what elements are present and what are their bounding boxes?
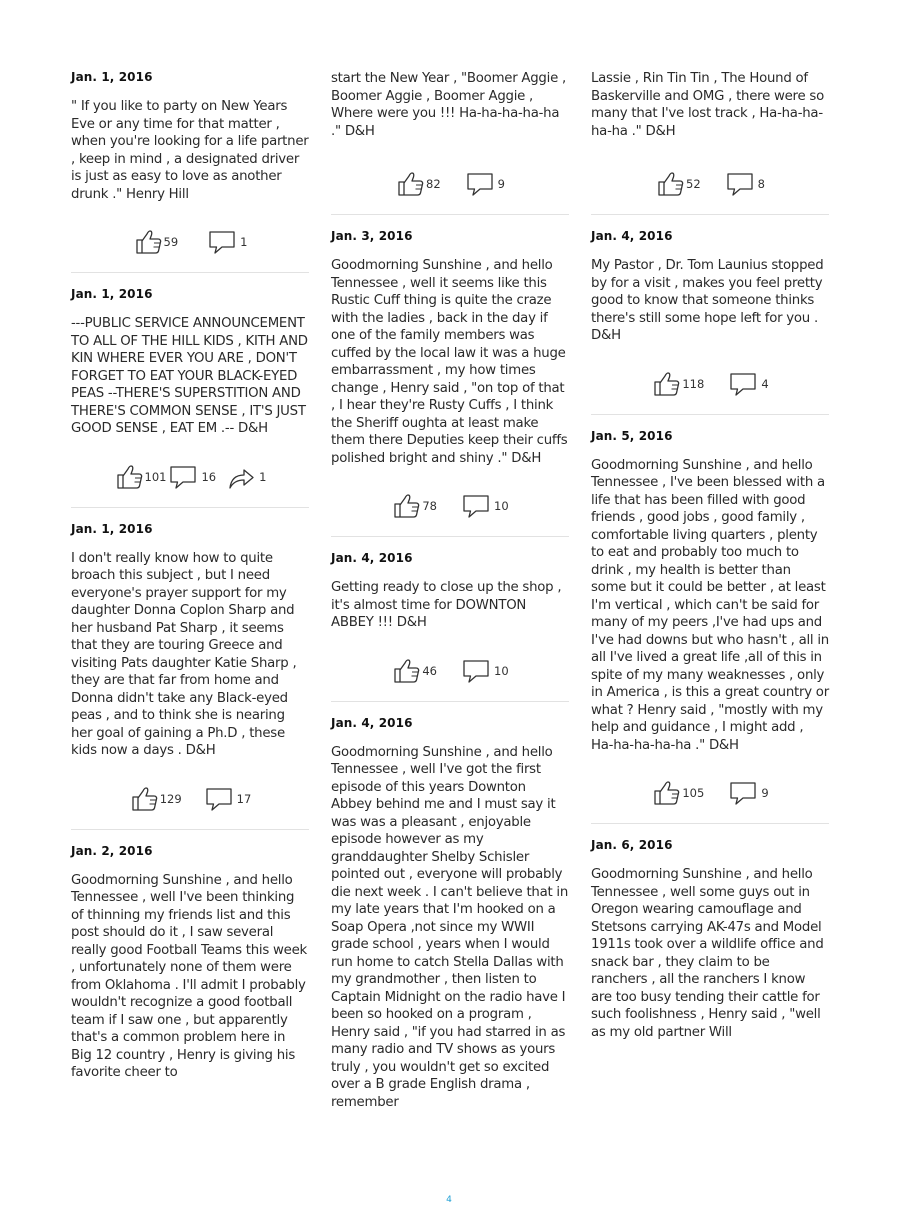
post-text: My Pastor , Dr. Tom Launius stopped by for a visit , makes you feel pretty good to know that someone thinks there's still some hope left for you . D&H: [591, 258, 824, 343]
speech-bubble-icon[interactable]: [168, 463, 198, 491]
post-text: Goodmorning Sunshine , and hello Tennessee , well it seems like this Rustic Cuff thing is quite the craze with the ladies , back in the day if one of the family members was cuffed by the local law it was a huge embarrassment , my how times change , Henry said , "on top of that , I hear they're Rusty Cuffs , I think the Sheriff oughta at least make them there Deputies keep their cuffs polished bright and shiny ." D&H: [331, 258, 568, 466]
post-date: Jan. 4, 2016: [331, 715, 413, 730]
column-2: [331, 70, 569, 1111]
post-stats: [591, 170, 829, 198]
post-date: Jan. 6, 2016: [591, 838, 673, 852]
comment-count: 10: [494, 499, 509, 513]
like-stat[interactable]: [129, 785, 182, 813]
thumbs-up-icon[interactable]: [133, 228, 163, 256]
like-count: 118: [682, 376, 705, 391]
post-text: Getting ready to close up the shop , it's almost time for DOWNTON ABBEY !!! D&H: [331, 580, 562, 630]
post-text: Goodmorning Sunshine , and hello Tennessee , well some guys out in Oregon wearing camouflage and Stetsons carrying AK-47s and Model 1911s took over a wildlife office and snack bar , they claim to be ranchers , all the ranchers I know are too busy tending their cattle for such foolishness , Henry said , "well as my old partner Will: [591, 867, 824, 1040]
thumbs-up-icon[interactable]: [391, 657, 421, 685]
post-continuation: [331, 70, 569, 215]
like-stat[interactable]: [651, 370, 704, 398]
like-stat[interactable]: [651, 779, 704, 807]
post-text: start the New Year , "Boomer Aggie , Boomer Aggie , Boomer Aggie , Where were you !!! Ha-ha-ha-ha-ha ." D&H: [331, 71, 566, 139]
post: [331, 551, 569, 702]
comment-count: 17: [236, 791, 252, 806]
post: [331, 716, 569, 1112]
post-text: Goodmorning Sunshine , and hello Tennessee , well I've got the first episode of this years Downton Abbey behind me and I must say it was was a pleasant , enjoyable episode however as my granddaughter Shelby Schisler pointed out , everyone will probably die next week . I can't believe that in my late years that I'm hooked on a Soap Opera ,not since my WWII grade school , years when I would run home to catch Stella Dallas with my grandmother , then listen to Captain Midnight on the radio have I been so hooked on a program , Henry said , "if you had starred in as many radio and TV shows as yours truly , you wouldn't get so excited over a B grade English drama , remember: [331, 744, 569, 1110]
post-date: Jan. 5, 2016: [591, 428, 673, 443]
speech-bubble-icon[interactable]: [461, 657, 491, 685]
post-date: Jan. 1, 2016: [71, 70, 153, 84]
post: [71, 844, 309, 1082]
post-text: Goodmorning Sunshine , and hello Tennessee , I've been blessed with a life that has been filled with good friends , good jobs , good family , comfortable living quarters , plenty to eat and probably too much to drink , my health is better than some but it could be better , at least I'm vertical , which can't be said for many of my peers ,I've had ups and I've had downs but who hasn't , all in all I've lived a great life ,all of this in spite of my many weaknesses , only in America , is this a great country or what ? Henry said , "mostly with my help and guidance , I might add , Ha-ha-ha-ha-ha ." D&H: [591, 457, 829, 753]
divider: [591, 414, 829, 415]
like-count: 59: [163, 235, 179, 249]
post-stats: [71, 785, 309, 813]
post: [71, 70, 309, 273]
like-count: 52: [686, 177, 701, 191]
speech-bubble-icon[interactable]: [725, 170, 755, 198]
thumbs-up-icon[interactable]: [129, 785, 159, 813]
like-stat[interactable]: [114, 463, 167, 491]
like-count: 101: [144, 469, 167, 484]
divider: [591, 823, 829, 824]
post-stats: [591, 370, 829, 398]
post-date: Jan. 4, 2016: [331, 551, 413, 565]
speech-bubble-icon[interactable]: [461, 492, 491, 520]
share-count: 1: [259, 469, 267, 484]
divider: [591, 214, 829, 215]
comment-count: 9: [497, 177, 505, 191]
post: [331, 229, 569, 537]
like-count: 82: [426, 177, 441, 191]
comment-stat[interactable]: [725, 170, 765, 198]
page-number: 4: [446, 1195, 452, 1205]
comment-stat[interactable]: [168, 463, 216, 491]
speech-bubble-icon[interactable]: [207, 228, 237, 256]
like-count: 46: [422, 663, 437, 678]
divider: [71, 272, 309, 273]
post-stats: [331, 170, 569, 198]
speech-bubble-icon[interactable]: [728, 370, 758, 398]
like-stat[interactable]: [391, 492, 437, 520]
thumbs-up-icon[interactable]: [395, 170, 425, 198]
thumbs-up-icon[interactable]: [655, 170, 685, 198]
speech-bubble-icon[interactable]: [465, 170, 495, 198]
share-stat[interactable]: [226, 463, 266, 491]
post-text: Goodmorning Sunshine , and hello Tennessee , well I've been thinking of thinning my friends list and this post should do it , I saw several really good Football Teams this week , unfortunately none of them were from Oklahoma . I'll admit I probably wouldn't recognize a good football team if I saw one , but apparently that's a common problem here in Big 12 country , Henry is giving his favorite cheer to: [71, 872, 307, 1080]
post-text: Lassie , Rin Tin Tin , The Hound of Baskerville and OMG , there were so many that I've lost track , Ha-ha-ha-ha-ha ." D&H: [591, 71, 824, 139]
post-stats: [71, 228, 309, 256]
like-stat[interactable]: [391, 657, 437, 685]
speech-bubble-icon[interactable]: [728, 779, 758, 807]
thumbs-up-icon[interactable]: [651, 779, 681, 807]
post: [71, 287, 309, 508]
column-1: [71, 70, 309, 1082]
divider: [331, 701, 569, 702]
post-stats: [331, 492, 569, 520]
column-3: [591, 70, 829, 1041]
comment-stat[interactable]: [728, 370, 768, 398]
post: [591, 838, 829, 1041]
post-continuation: [591, 70, 829, 215]
comment-stat[interactable]: [204, 785, 252, 813]
comment-stat[interactable]: [207, 228, 247, 256]
post: [71, 522, 309, 830]
comment-stat[interactable]: [461, 492, 509, 520]
divider: [71, 507, 309, 508]
divider: [331, 536, 569, 537]
comment-stat[interactable]: [465, 170, 505, 198]
divider: [71, 829, 309, 830]
post-date: Jan. 4, 2016: [591, 229, 673, 243]
post-date: Jan. 1, 2016: [71, 521, 153, 536]
thumbs-up-icon[interactable]: [114, 463, 144, 491]
comment-count: 10: [494, 663, 509, 678]
post-stats: [591, 779, 829, 807]
comment-count: 1: [240, 235, 248, 249]
post-text: ---PUBLIC SERVICE ANNOUNCEMENT TO ALL OF THE HILL KIDS , KITH AND KIN WHERE EVER YOU ARE , DON'T FORGET TO EAT YOUR BLACK-EYED PEAS --THERE'S SUPERSTITION AND THERE'S COMMON SENSE , IT'S JUST GOOD SENSE , EAT EM .-- D&H: [71, 316, 308, 436]
speech-bubble-icon[interactable]: [204, 785, 234, 813]
like-count: 129: [159, 791, 182, 806]
post-text: " If you like to party on New Years Eve or any time for that matter , when you're looking for a life partner , keep in mind , a designated driver is just as easy to love as another drunk ." Henry Hill: [71, 99, 309, 202]
comment-stat[interactable]: [728, 779, 768, 807]
divider: [331, 214, 569, 215]
share-arrow-icon[interactable]: [226, 463, 256, 491]
comment-count: 9: [761, 786, 769, 800]
post: [591, 429, 829, 825]
post-date: Jan. 1, 2016: [71, 287, 153, 301]
post-date: Jan. 2, 2016: [71, 843, 153, 858]
post-stats: [71, 463, 309, 491]
thumbs-up-icon[interactable]: [651, 370, 681, 398]
thumbs-up-icon[interactable]: [391, 492, 421, 520]
comment-stat[interactable]: [461, 657, 509, 685]
like-stat[interactable]: [395, 170, 441, 198]
post: [591, 229, 829, 415]
like-stat[interactable]: [655, 170, 701, 198]
like-count: 105: [682, 786, 705, 800]
comment-count: 4: [761, 376, 769, 391]
post-stats: [331, 657, 569, 685]
like-count: 78: [422, 499, 437, 513]
comment-count: 8: [757, 177, 765, 191]
like-stat[interactable]: [133, 228, 179, 256]
post-date: Jan. 3, 2016: [331, 229, 413, 243]
comment-count: 16: [201, 469, 217, 484]
post-text: I don't really know how to quite broach this subject , but I need everyone's prayer support for my daughter Donna Coplon Sharp and her husband Pat Sharp , it seems that they are touring Greece and visiting Pats daughter Katie Sharp , they are that far from home and Donna didn't take any Black-eyed peas , and to think she is nearing her goal of gaining a Ph.D , these kids now a days . D&H: [71, 550, 297, 758]
